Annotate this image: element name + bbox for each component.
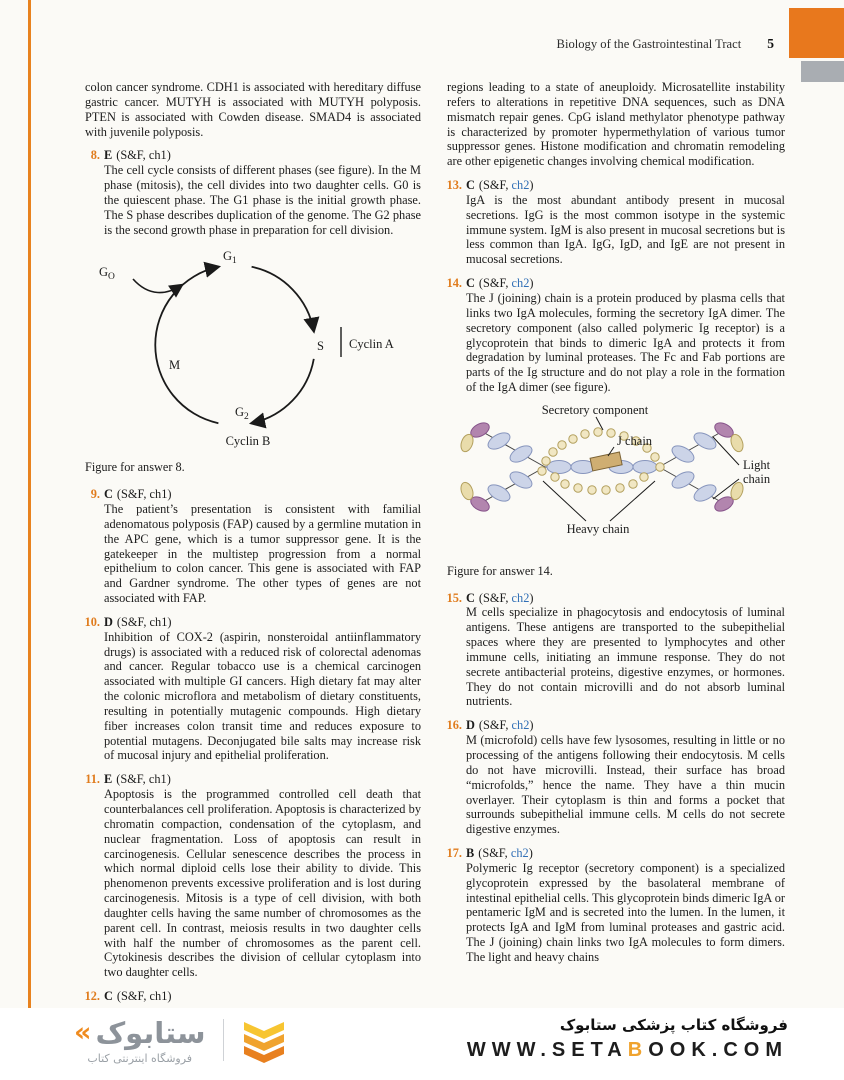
brand-wordmark: ستابوک <box>95 1016 206 1050</box>
answer-reference: (S&F, ch1) <box>116 989 172 1004</box>
answer-number: 14. <box>447 276 462 291</box>
brand-caption: فروشگاه اینترنتی کتاب <box>87 1052 193 1065</box>
answer-item-17 <box>447 846 785 965</box>
answer-text: IgA is the most abundant antibody present in mucosal secretions. IgG is the most common isotype in the systemic immune system. IgM is also present in mucosal secretions but is less common than IgA. IgG, IgD, and IgE are not present in mucosal secretions. <box>466 192 785 267</box>
answer-item-10 <box>85 615 421 763</box>
iga-dimer-diagram <box>447 403 785 555</box>
answer-reference: (S&F, ch1) <box>116 148 171 163</box>
label-g2: $G_2$ <box>235 405 249 423</box>
answer-reference: (S&F, ch1) <box>116 614 172 629</box>
label-cyclin-b: Cyclin B <box>225 434 271 449</box>
answer-text: The J (joining) chain is a protein produced by plasma cells that links two IgA molecules, forming the secretory IgA dimer. The secretory component (also called polymeric Ig receptor) is a glycoprotein that binds to dimeric IgA and protects it from degradation by luminal proteases. The Fc and Fab portions are parts of the Ig structure and do not play a role in the formation of the IgA dimer (see figure). <box>466 290 785 395</box>
brand-arrow-icon: « <box>74 1017 92 1048</box>
answer-number: 17. <box>447 846 462 861</box>
answer-number: 12. <box>85 989 100 1004</box>
continued-paragraph: colon cancer syndrome. CDH1 is associated with hereditary diffuse gastric cancer. MUTYH is associated with MUTYH polyposis. PTEN is associated with Cowden disease. SMAD4 is associated with juvenile polyposis. <box>85 80 421 139</box>
answer-item-15 <box>447 591 785 710</box>
answer-number: 8. <box>90 148 100 163</box>
label-g0: $G_O$ <box>99 265 115 283</box>
page-number: 5 <box>767 36 774 51</box>
cycle-arc-left <box>155 267 218 423</box>
answer-letter: E <box>104 148 113 163</box>
answer-text: The patient’s presentation is consistent with familial adenomatous polyposis (FAP) caused by a germline mutation in the APC gene, which is a tumor suppressor gene. It is the gatekeeper in the multistep progression from a normal epithelium to colon cancer. This gene is associated with FAP and Gardner syndrome. The other types of genes are not associated with FAP. <box>104 501 421 606</box>
answer-letter: C <box>104 989 113 1004</box>
answer-item-11 <box>85 772 421 980</box>
answer-number: 13. <box>447 178 462 193</box>
answer-text: Inhibition of COX-2 (aspirin, nonsteroidal antiinflammatory drugs) is associated with a reduced risk of colorectal adenomas and cancer. Regular tobacco use is a chemical carcinogen associated with multiple GI cancers. High dietary fat may alter the colonic microflora and metabolism of dietary constituents, resulting in potentially mutagenic compounds. High dietary fiber increases colon transit time and reduces exposure to potential mutagens. Deconjugated bile salts may increase risk of mucosal injury and epithelial proliferation. <box>104 629 421 763</box>
logo-divider <box>223 1019 224 1061</box>
chapter-ref: ch2 <box>511 276 530 291</box>
label-s: S <box>317 339 324 354</box>
chapter-title: Biology of the Gastrointestinal Tract <box>556 37 742 51</box>
answer-letter: C <box>104 487 113 502</box>
continued-paragraph: regions leading to a state of aneuploidy. Microsatellite instability refers to alterations in repetitive DNA sequences, such as DNA mismatch repair genes. CpG island methylator phenotype pathway is characterized by promoter hypermethylation of various tumor suppressor genes. Histone modification and chromatin remodeling are other epigenetic changes involving chemical modification. <box>447 80 785 169</box>
answer-item-8 <box>85 148 421 237</box>
footer <box>0 1008 844 1080</box>
answer-reference: (S&F, ch1) <box>116 487 172 502</box>
url-accent-letter: B <box>627 1039 649 1061</box>
answer-number: 9. <box>90 487 100 502</box>
answer-text: The cell cycle consists of different phases (see figure). In the M phase (mitosis), the cell divides into two daughter cells. G0 is the quiescent phase. The G1 phase is the initial growth phase. The S phase describes duplication of the genome. The G2 phase is the second growth phase in preparation for cell division. <box>104 163 421 237</box>
running-header <box>557 36 774 52</box>
footer-store-info <box>467 1016 788 1062</box>
chapter-ref: ch1 <box>149 989 168 1004</box>
answer-text: M (microfold) cells have few lysosomes, resulting in little or no processing of the antigens following their endocytosis. M cells do not have microvilli. Instead, their surface has broad “microfolds,” hence the name. They have a thin mucin overlayer. Their cytoplasm is thin and forms a pocket that surrounds subepithelial immune cells. M cells do not secrete digestive enzymes. <box>466 733 785 837</box>
answer-number: 15. <box>447 590 462 605</box>
left-column <box>85 80 421 1012</box>
answer-item-14 <box>447 276 785 395</box>
g0-entry-arrow <box>133 279 182 293</box>
label-secretory-component: Secretory component <box>541 402 649 417</box>
figure-14-caption: Figure for answer 14. <box>447 563 553 578</box>
answer-reference: (S&F, ch2) <box>478 178 534 193</box>
right-column <box>447 80 785 1012</box>
chapter-ref: ch1 <box>148 772 167 787</box>
answer-number: 16. <box>447 718 462 733</box>
answer-reference: (S&F, ch2) <box>478 590 534 605</box>
chapter-ref: ch2 <box>511 718 530 733</box>
label-m: M <box>169 358 181 373</box>
answer-letter: B <box>466 846 475 861</box>
label-j-chain: J chain <box>617 433 653 448</box>
chapter-ref: ch2 <box>510 846 529 861</box>
label-light-chain-1: Light <box>743 457 771 472</box>
cell-cycle-figure <box>85 245 421 455</box>
answer-letter: D <box>104 614 113 629</box>
answer-letter: E <box>104 772 113 787</box>
answer-letter: C <box>466 590 475 605</box>
chapter-ref: ch1 <box>148 148 167 163</box>
answer-reference: (S&F, ch2) <box>478 718 534 733</box>
answer-item-9 <box>85 487 421 606</box>
chapter-ref: ch2 <box>511 178 530 193</box>
answer-reference: (S&F, ch1) <box>116 772 171 787</box>
cell-cycle-diagram <box>85 245 421 451</box>
chapter-ref: ch1 <box>149 614 168 629</box>
iga-dimer-figure <box>447 403 785 559</box>
answer-text: Apoptosis is the programmed controlled cell death that counterbalances cell proliferation. Apoptosis is characterized by chromatin compaction, condensation of the cytoplasm, and nuclear fragmentation. Loss of apoptosis can result in carcinogenesis. Cellular senescence describes the process in which normal diploid cells lose their ability to divide. This phenomenon prevents excessive proliferation and is lost during carcinogenesis. Mitosis is a type of cell division, with both daughter cells having the same number of chromosomes as the parent cell. In contrast, meiosis results in two daughter cells with half the number of chromosomes as the parent cell. Cytokinesis describes the division of cellular cytoplasm into two daughter cells. <box>104 787 421 980</box>
chapter-ref: ch2 <box>511 590 530 605</box>
chapter-ref: ch1 <box>149 487 168 502</box>
answer-reference: (S&F, ch2) <box>478 846 533 861</box>
cycle-arc-top-right <box>252 267 314 331</box>
label-light-chain-2: chain <box>743 471 771 486</box>
label-cyclin-a: Cyclin A <box>349 337 394 352</box>
answer-reference: (S&F, ch2) <box>478 276 534 291</box>
answer-number: 10. <box>85 614 100 629</box>
cycle-arc-bottom-right <box>252 359 314 423</box>
answer-item-16 <box>447 718 785 837</box>
answer-number: 11. <box>85 772 100 787</box>
answer-item-13 <box>447 178 785 267</box>
figure-8-caption: Figure for answer 8. <box>85 460 185 475</box>
setabook-logo <box>74 1016 286 1065</box>
page-edge-accent-bar <box>28 0 31 1008</box>
answer-letter: D <box>466 718 475 733</box>
answer-item-12 <box>85 989 421 1004</box>
answer-text: Polymeric Ig receptor (secretory component) is a specialized glycoprotein expressed by the basolateral membrane of intestinal epithelial cells. This glycoprotein binds dimeric IgA or pentameric IgM and is secreted into the lumen. In the lumen, it protects IgA and IgM from luminal proteases and gastric acid. The J (joining) chain links two IgA molecules to form dimers. The light and heavy chains <box>466 860 785 964</box>
chapter-thumb-tab-gray <box>801 61 844 82</box>
answer-letter: C <box>466 276 475 291</box>
label-heavy-chain: Heavy chain <box>566 521 630 536</box>
chapter-thumb-tab-orange <box>789 8 844 58</box>
store-title: فروشگاه کتاب پزشکی ستابوک <box>559 1016 788 1034</box>
answer-letter: C <box>466 178 475 193</box>
site-url: WWW.SETABOOK.COM <box>466 1039 788 1061</box>
label-g1: $G_1$ <box>223 249 237 267</box>
setabook-chevrons-icon <box>242 1022 286 1064</box>
answer-text: M cells specialize in phagocytosis and endocytosis of luminal antigens. These antigens are transported to the subepithelial spaces where they are presented to lymphocytes and other immune cells, initiating an immune response. They do not secrete antibacterial proteins, digestive enzymes, or hormones. They do not contain microvilli and do not absorb luminal nutrients. <box>466 605 785 709</box>
